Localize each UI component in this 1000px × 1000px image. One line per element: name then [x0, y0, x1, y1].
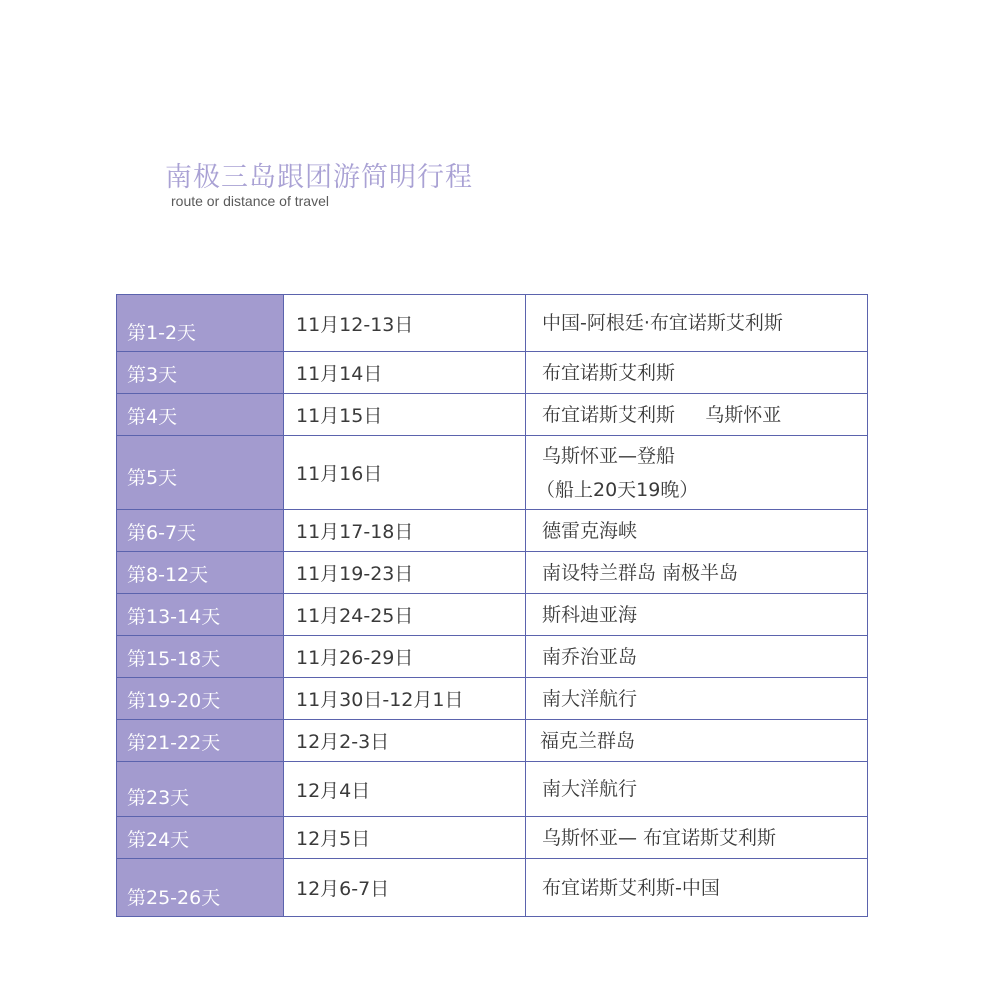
route-cell	[526, 859, 868, 917]
route-cell	[526, 817, 868, 859]
table-row	[117, 436, 868, 510]
route-text: 南设特兰群岛 南极半岛	[542, 561, 739, 584]
route-cell	[526, 594, 868, 636]
route-cell	[526, 678, 868, 720]
day-cell: 第23天	[117, 762, 284, 817]
day-cell: 第8-12天	[117, 552, 284, 594]
page-title: 南极三岛跟团游简明行程	[165, 162, 473, 193]
day-cell: 第15-18天	[117, 636, 284, 678]
route-text: 南大洋航行	[542, 778, 638, 800]
route-text: 乌斯怀亚— 布宜诺斯艾利斯	[542, 826, 777, 849]
route-cell	[526, 720, 868, 762]
route-cell	[526, 436, 868, 510]
date-cell: 11月17-18日	[284, 510, 526, 552]
route-cell	[526, 762, 868, 817]
date-cell: 11月12-13日	[284, 295, 526, 352]
route-text: 南大洋航行	[542, 687, 638, 710]
day-cell: 第19-20天	[117, 678, 284, 720]
table-row	[117, 594, 868, 636]
route-cell	[526, 352, 868, 394]
route-text: 中国-阿根廷·布宜诺斯艾利斯	[542, 312, 783, 334]
date-cell: 11月26-29日	[284, 636, 526, 678]
table-row	[117, 394, 868, 436]
day-cell: 第3天	[117, 352, 284, 394]
date-cell: 12月6-7日	[284, 859, 526, 917]
route-text: 乌斯怀亚—登船	[542, 444, 676, 467]
day-cell: 第1-2天	[117, 295, 284, 352]
table-row	[117, 510, 868, 552]
date-cell: 12月4日	[284, 762, 526, 817]
table-row	[117, 817, 868, 859]
day-cell: 第24天	[117, 817, 284, 859]
date-cell: 11月14日	[284, 352, 526, 394]
route-cell	[526, 510, 868, 552]
table-row	[117, 762, 868, 817]
date-cell: 11月24-25日	[284, 594, 526, 636]
route-text: 德雷克海峡	[542, 519, 638, 542]
page-subtitle: route or distance of travel	[171, 193, 329, 209]
table-row	[117, 720, 868, 762]
table-row	[117, 636, 868, 678]
table-row	[117, 352, 868, 394]
route-cell	[526, 394, 868, 436]
route-text: 布宜诺斯艾利斯-中国	[542, 876, 720, 899]
day-cell: 第6-7天	[117, 510, 284, 552]
table-row	[117, 859, 868, 917]
day-cell: 第13-14天	[117, 594, 284, 636]
date-cell: 11月16日	[284, 436, 526, 510]
day-cell: 第25-26天	[117, 859, 284, 917]
date-cell: 12月5日	[284, 817, 526, 859]
day-cell: 第21-22天	[117, 720, 284, 762]
route-text: 布宜诺斯艾利斯 乌斯怀亚	[542, 403, 782, 426]
route-text: 南乔治亚岛	[542, 645, 638, 668]
day-cell: 第4天	[117, 394, 284, 436]
route-text: 福克兰群岛	[540, 729, 636, 752]
table-row	[117, 678, 868, 720]
table-row	[117, 552, 868, 594]
date-cell: 11月15日	[284, 394, 526, 436]
route-text: 斯科迪亚海	[542, 603, 638, 626]
route-cell	[526, 636, 868, 678]
date-cell: 12月2-3日	[284, 720, 526, 762]
route-text: 布宜诺斯艾利斯	[542, 361, 676, 384]
table-row	[117, 295, 868, 352]
route-cell	[526, 295, 868, 352]
date-cell: 11月19-23日	[284, 552, 526, 594]
date-cell: 11月30日-12月1日	[284, 678, 526, 720]
day-cell: 第5天	[117, 436, 284, 510]
itinerary-table	[116, 294, 868, 917]
route-note: （船上20天19晚）	[536, 478, 699, 501]
route-cell	[526, 552, 868, 594]
